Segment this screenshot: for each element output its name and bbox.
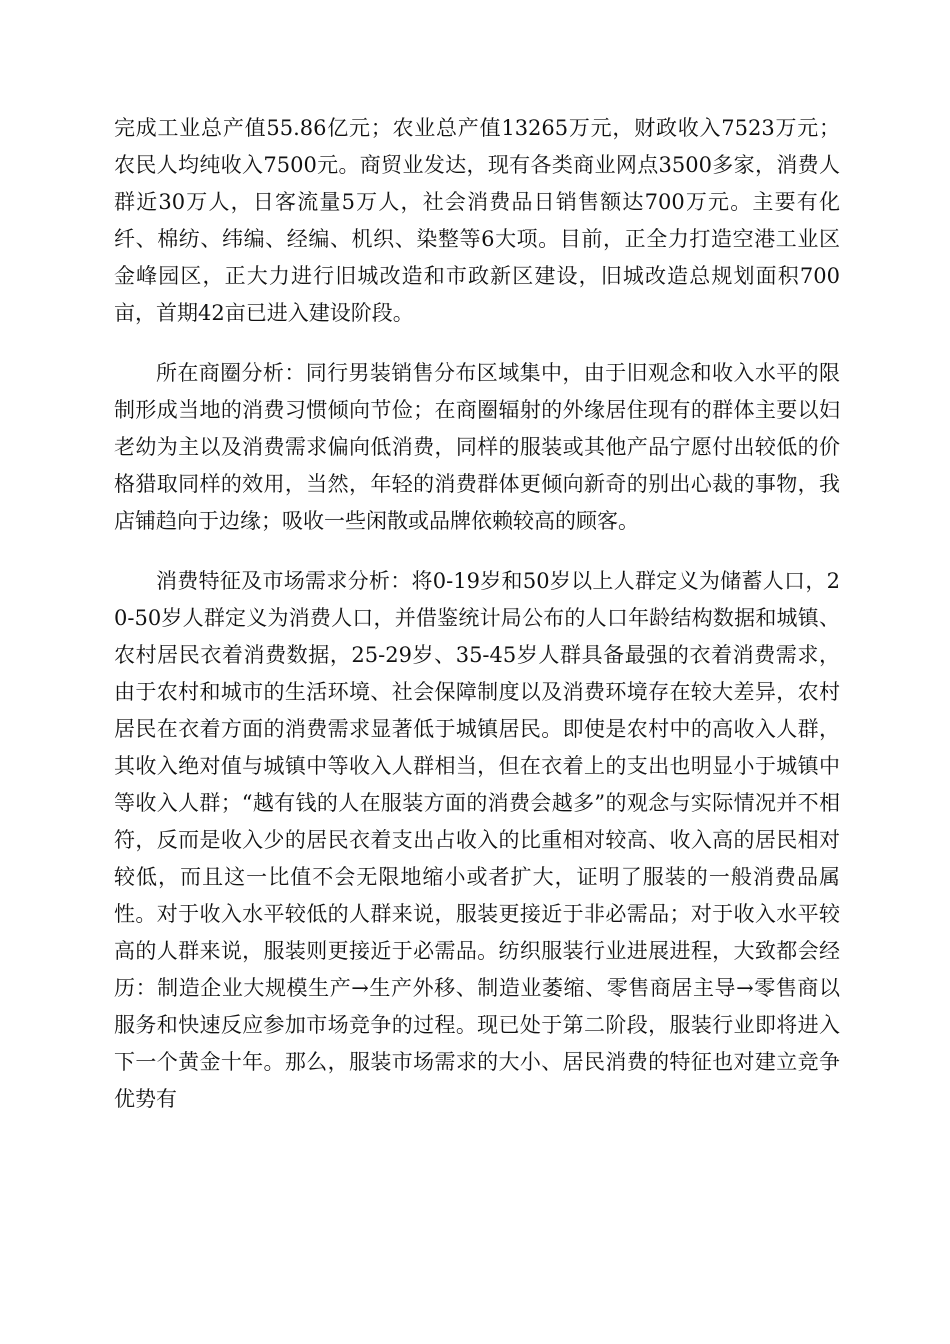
document-body: [114, 110, 840, 1118]
paragraph-economy-overview: 完成工业总产值55.86亿元；农业总产值13265万元，财政收入7523万元；农民人均纯收入7500元。商贸业发达，现有各类商业网点3500多家，消费人群近30万人，日客流量5万人，社会消费品日销售额达700万元。主要有化纤、棉纺、纬编、经编、机织、染整等6大项。目前，正全力打造空港工业区金峰园区，正大力进行旧城改造和市政新区建设，旧城改造总规划面积700亩，首期42亩已进入建设阶段。: [114, 116, 840, 325]
paragraph-consumption-demand-analysis: 消费特征及市场需求分析：将0-19岁和50岁以上人群定义为储蓄人口，20-50岁人群定义为消费人口，并借鉴统计局公布的人口年龄结构数据和城镇、农村居民衣着消费数据，25-29岁、35-45岁人群具备最强的衣着消费需求，由于农村和城市的生活环境、社会保障制度以及消费环境存在较大差异，农村居民在衣着方面的消费需求显著低于城镇居民。即使是农村中的高收入人群，其收入绝对值与城镇中等收入人群相当，但在衣着上的支出也明显小于城镇中等收入人群；“越有钱的人在服装方面的消费会越多”的观念与实际情况并不相符，反而是收入少的居民衣着支出占收入的比重相对较高、收入高的居民相对较低，而且这一比值不会无限地缩小或者扩大，证明了服装的一般消费品属性。对于收入水平较低的人群来说，服装更接近于非必需品；对于收入水平较高的人群来说，服装则更接近于必需品。纺织服装行业进展进程，大致都会经历：制造企业大规模生产→生产外移、制造业萎缩、零售商居主导→零售商以服务和快速反应参加市场竞争的过程。现已处于第二阶段，服装行业即将进入下一个黄金十年。那么，服装市场需求的大小、居民消费的特征也对建立竞争优势有: [114, 569, 840, 1111]
paragraph-spacer: [114, 332, 840, 355]
paragraph-trade-area-analysis: 所在商圈分析：同行男装销售分布区域集中，由于旧观念和收入水平的限制形成当地的消费习惯倾向节俭；在商圈辐射的外缘居住现有的群体主要以妇老幼为主以及消费需求偏向低消费，同样的服装或其他产品宁愿付出较低的价格猎取同样的效用，当然，年轻的消费群体更倾向新奇的别出心裁的事物，我店铺趋向于边缘；吸收一些闲散或品牌依赖较高的顾客。: [114, 361, 840, 533]
paragraph-spacer: [114, 540, 840, 563]
